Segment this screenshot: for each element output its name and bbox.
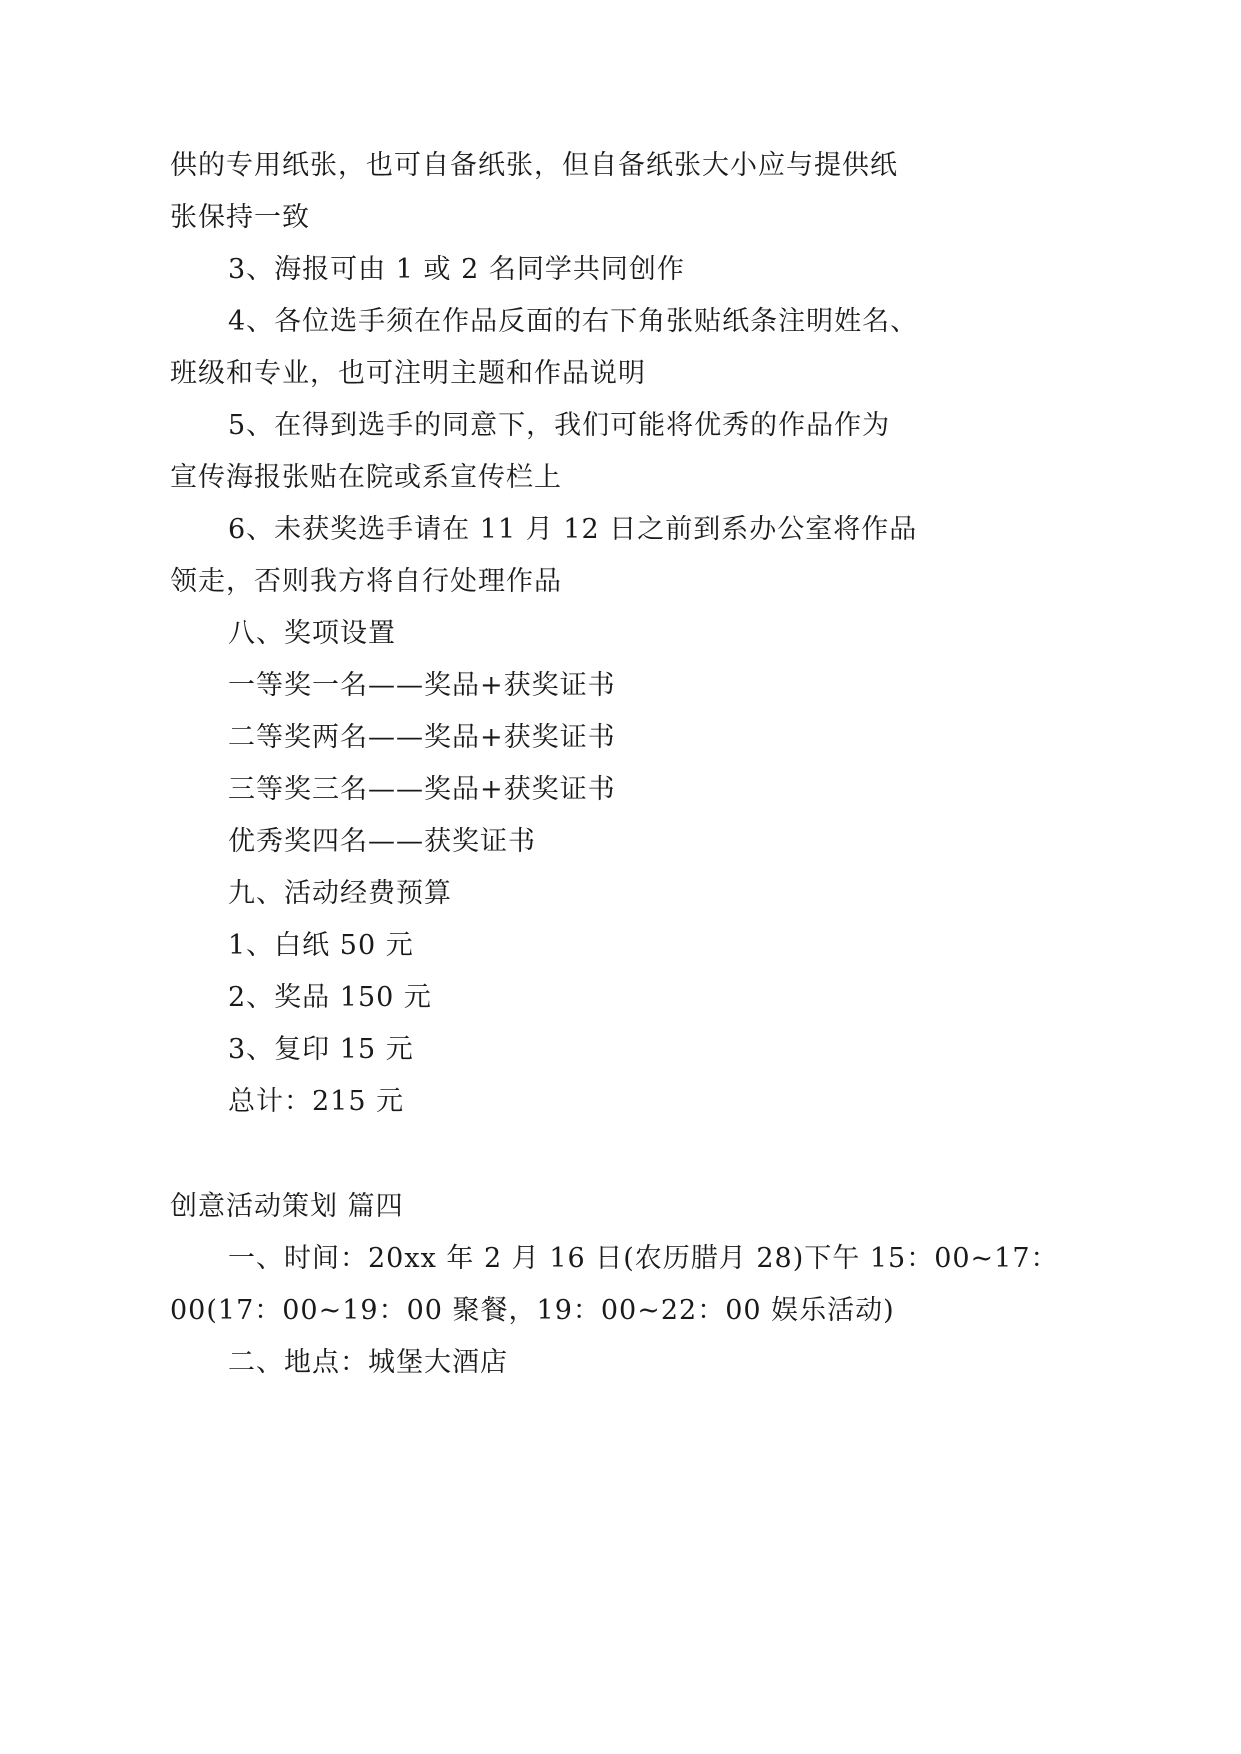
section-heading-budget: 九、活动经费预算: [228, 878, 452, 909]
body-text-line: 供的专用纸张，也可自备纸张，但自备纸张大小应与提供纸: [170, 150, 898, 181]
event-location: 二、地点：城堡大酒店: [228, 1347, 508, 1378]
body-text-line: 00(17：00~19：00 聚餐，19：00~22：00 娱乐活动): [170, 1295, 895, 1326]
list-item-3: 3、海报可由 1 或 2 名同学共同创作: [228, 254, 685, 285]
list-item-6: 6、未获奖选手请在 11 月 12 日之前到系办公室将作品: [228, 514, 918, 545]
budget-item-copying: 3、复印 15 元: [228, 1034, 414, 1065]
body-text-line: 宣传海报张贴在院或系宣传栏上: [170, 462, 562, 493]
budget-item-paper: 1、白纸 50 元: [228, 930, 414, 961]
body-text-line: 张保持一致: [170, 202, 310, 233]
article-title: 创意活动策划 篇四: [170, 1191, 404, 1222]
award-third-prize: 三等奖三名——奖品+获奖证书: [228, 774, 616, 805]
section-heading-awards: 八、奖项设置: [228, 618, 396, 649]
budget-item-prizes: 2、奖品 150 元: [228, 982, 432, 1013]
event-time: 一、时间：20xx 年 2 月 16 日(农历腊月 28)下午 15：00~17：: [228, 1243, 1059, 1274]
award-second-prize: 二等奖两名——奖品+获奖证书: [228, 722, 616, 753]
list-item-5: 5、在得到选手的同意下，我们可能将优秀的作品作为: [228, 410, 891, 441]
list-item-4: 4、各位选手须在作品反面的右下角张贴纸条注明姓名、: [228, 306, 919, 337]
body-text-line: 班级和专业，也可注明主题和作品说明: [170, 358, 646, 389]
budget-total: 总计：215 元: [228, 1086, 405, 1117]
body-text-line: 领走，否则我方将自行处理作品: [170, 566, 562, 597]
award-first-prize: 一等奖一名——奖品+获奖证书: [228, 670, 616, 701]
award-excellence-prize: 优秀奖四名——获奖证书: [228, 826, 536, 857]
